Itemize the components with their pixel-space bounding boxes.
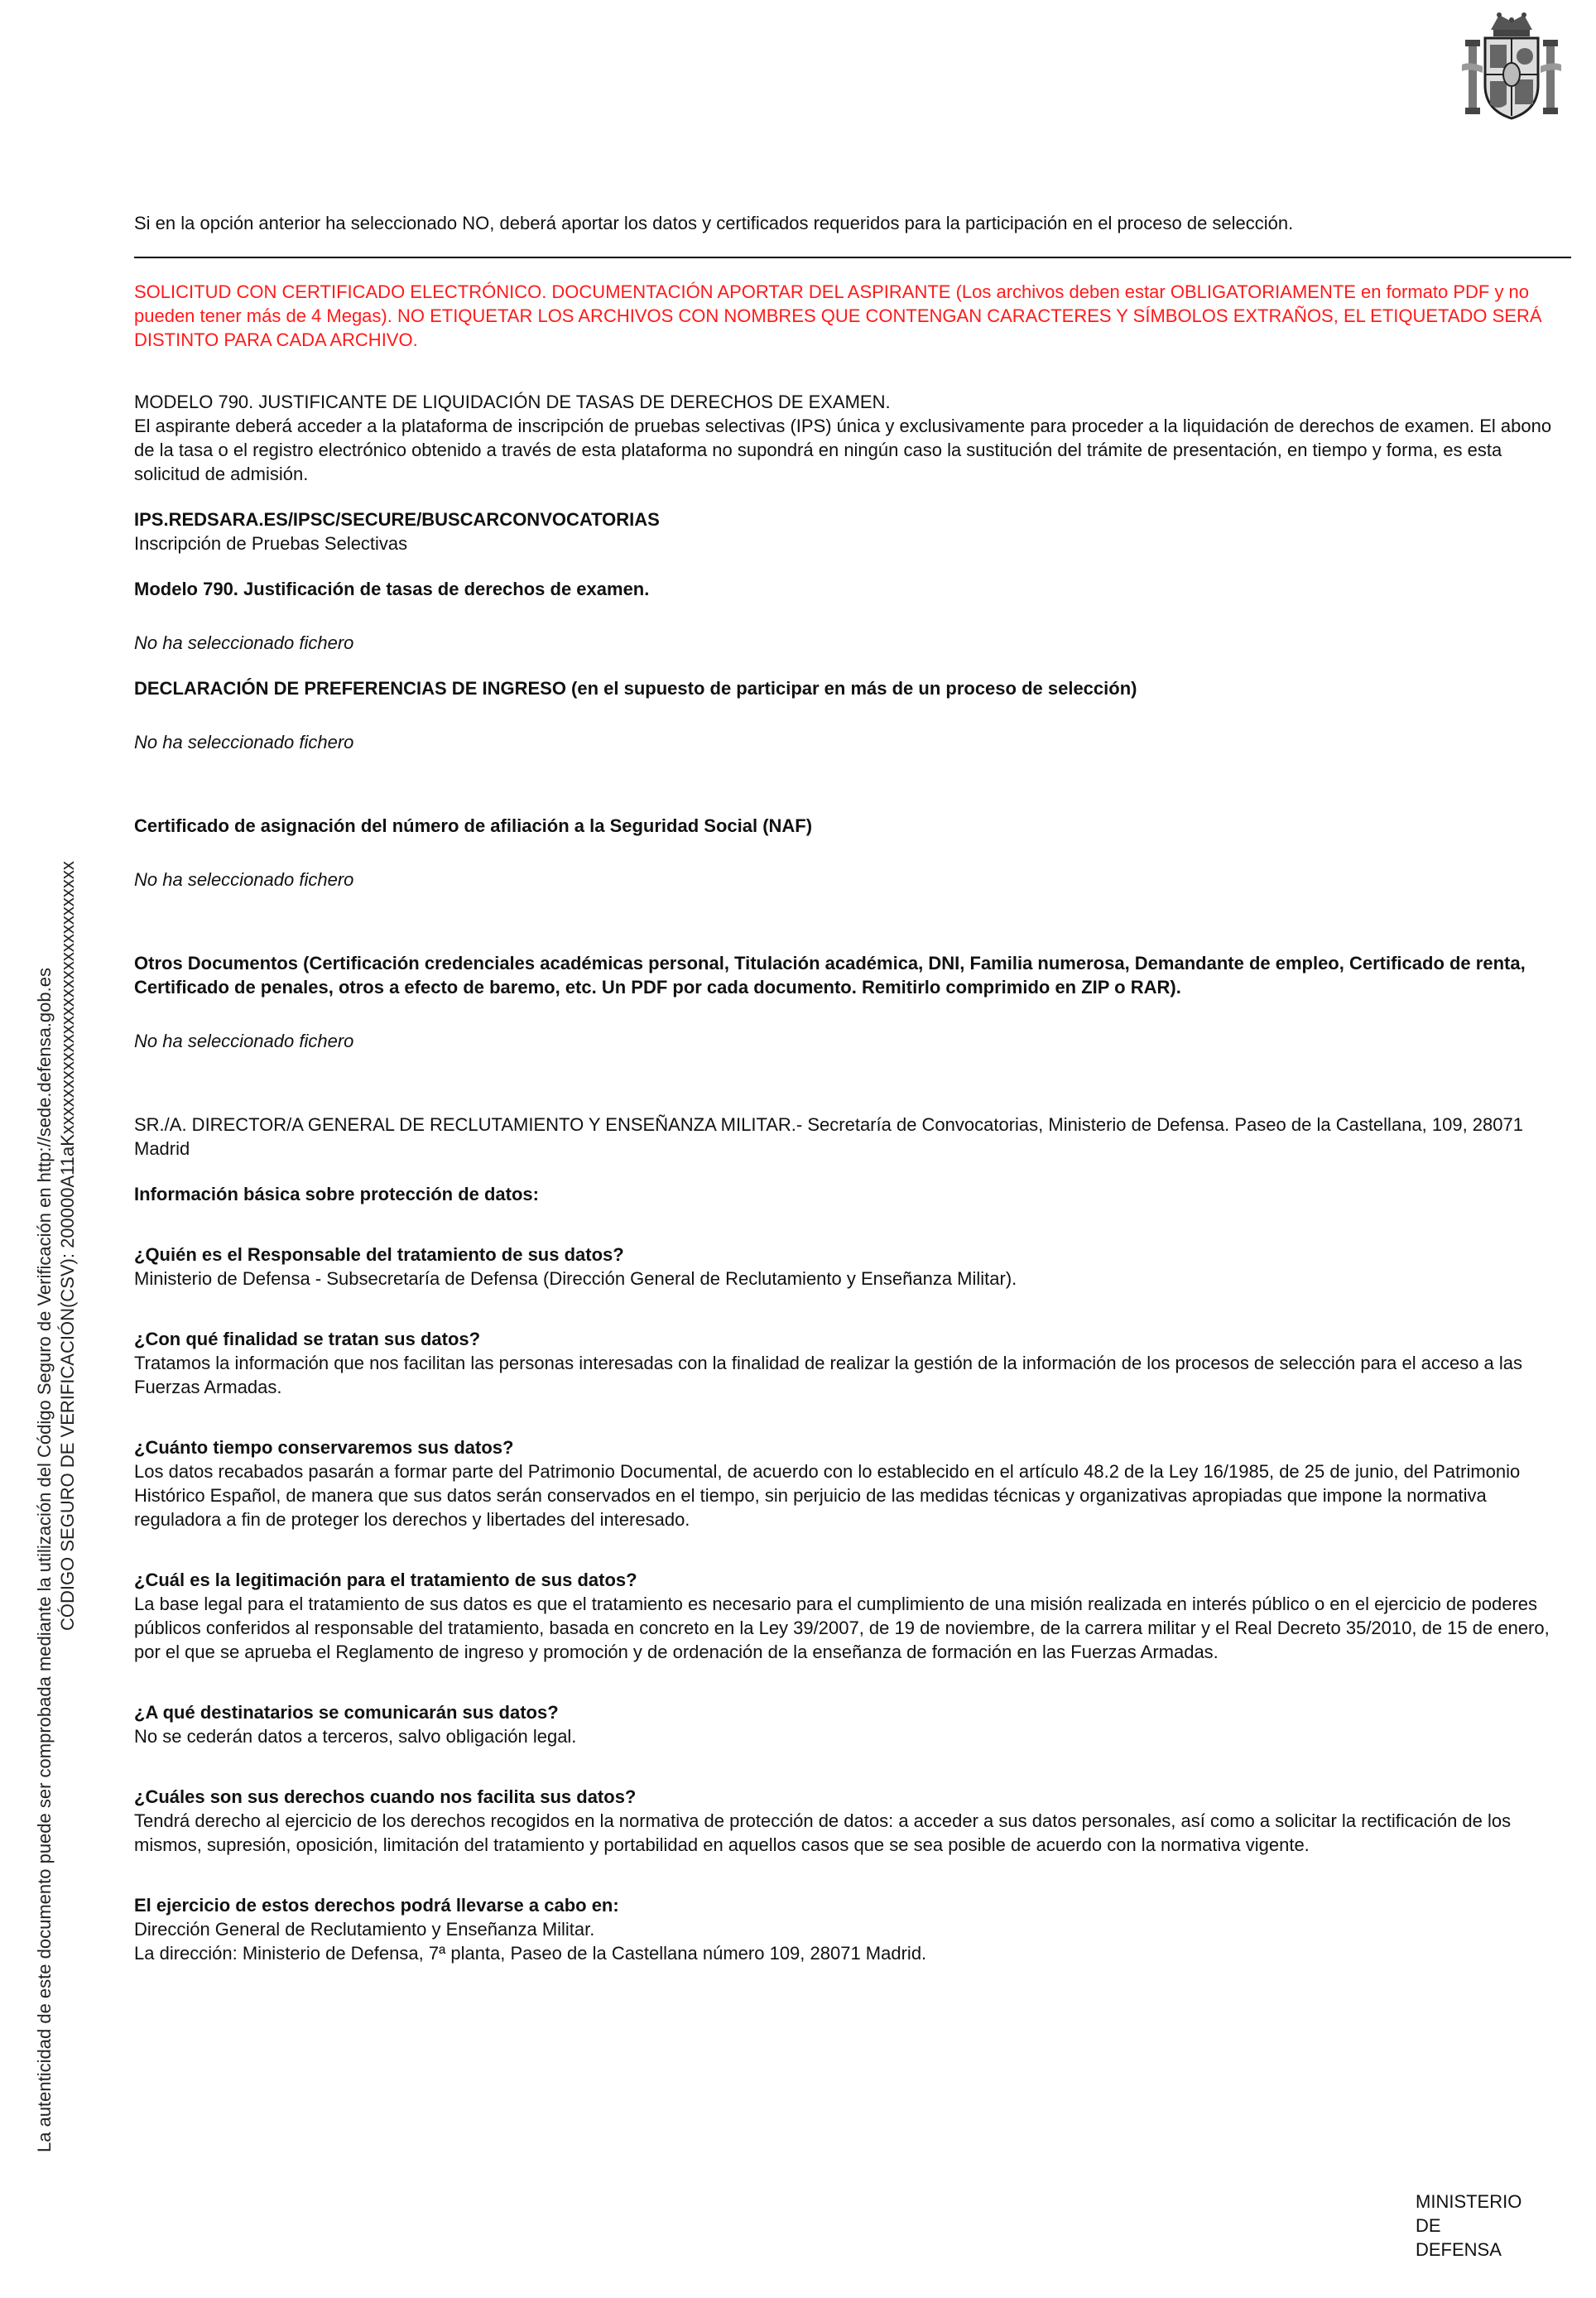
certificate-warning: SOLICITUD CON CERTIFICADO ELECTRÓNICO. DOCUMENTACIÓN APORTAR DEL ASPIRANTE (Los archivos deben estar OBLIGATORIAMENTE en formato PDF y no pueden tener más de 4 Megas). NO ETIQUETAR LOS ARCHIVOS CON NOMBRES QUE CONTENGAN CARACTERES Y SÍMBOLOS EXTRAÑOS, EL ETIQUETADO SERÁ DISTINTO PARA CADA ARCHIVO. xyxy=(134,281,1542,350)
section-divider xyxy=(134,257,1571,258)
rights-exercise-title: El ejercicio de estos derechos podrá llevarse a cabo en: xyxy=(134,1895,619,1916)
rights-exercise-line-1: Dirección General de Reclutamiento y Enseñanza Militar. xyxy=(134,1919,595,1940)
verification-line-1: La autenticidad de este documento puede ser comprobada mediante la utilización del Código Seguro de Verificación en http://sede.defensa.gob.es xyxy=(34,968,55,2152)
no-file-selected-4: No ha seleccionado fichero xyxy=(134,1031,354,1051)
data-protection-title: Información básica sobre protección de datos: xyxy=(134,1184,539,1204)
q4-title: ¿Cuál es la legitimación para el tratamiento de sus datos? xyxy=(134,1570,637,1590)
spanish-coat-of-arms-icon xyxy=(1454,7,1570,131)
q6-body: Tendrá derecho al ejercicio de los derechos recogidos en la normativa de protección de datos: a acceder a sus datos personales, así como a solicitar la rectificación de los mismos, supresión, oposición, limitación del tratamiento y portabilidad en aquellos casos que se sea posible de acuerdo con la normativa vigente. xyxy=(134,1810,1512,1855)
ministry-footer xyxy=(1416,2190,1521,2262)
verification-sidebar-text xyxy=(33,339,79,2152)
q3-body: Los datos recabados pasarán a formar parte del Patrimonio Documental, de acuerdo con lo establecido en el artículo 48.2 de la Ley 16/1985, de 25 de junio, del Patrimonio Histórico Español, de manera que sus datos serán conservados en el tiempo, sin perjuicio de las medidas técnicas y organizativas apropiadas que impone la normativa reguladora a fin de proteger los derechos y libertades del interesado. xyxy=(134,1461,1521,1530)
ministry-line-2: DE xyxy=(1416,2215,1441,2236)
naf-title: Certificado de asignación del número de afiliación a la Seguridad Social (NAF) xyxy=(134,815,813,836)
preferencias-title: DECLARACIÓN DE PREFERENCIAS DE INGRESO (en el supuesto de participar en más de un proceso de selección) xyxy=(134,678,1137,699)
ministry-line-3: DEFENSA xyxy=(1416,2239,1502,2260)
q5-title: ¿A qué destinatarios se comunicarán sus datos? xyxy=(134,1702,559,1723)
no-file-selected-1: No ha seleccionado fichero xyxy=(134,632,354,653)
otros-documentos-title: Otros Documentos (Certificación credenciales académicas personal, Titulación académica, DNI, Familia numerosa, Demandante de empleo, Certificado de renta, Certificado de penales, otros a efecto de baremo, etc. Un PDF por cada documento. Remitirlo comprimido en ZIP o RAR). xyxy=(134,953,1526,998)
q1-body: Ministerio de Defensa - Subsecretaría de Defensa (Dirección General de Reclutamiento y Enseñanza Militar). xyxy=(134,1268,1017,1289)
q2-body: Tratamos la información que nos facilitan las personas interesadas con la finalidad de realizar la gestión de la información de los procesos de selección para el acceso a las Fuerzas Armadas. xyxy=(134,1353,1523,1397)
q3-title: ¿Cuánto tiempo conservaremos sus datos? xyxy=(134,1437,514,1458)
q2-title: ¿Con qué finalidad se tratan sus datos? xyxy=(134,1329,481,1349)
q6-title: ¿Cuáles son sus derechos cuando nos facilita sus datos? xyxy=(134,1786,637,1807)
q4-body: La base legal para el tratamiento de sus datos es que el tratamiento es necesario para el cumplimiento de una misión realizada en interés público o en el ejercicio de poderes públicos conferidos al responsable del tratamiento, basada en concreto en la Ley 39/2007, de 19 de noviembre, de la carrera militar y el Real Decreto 35/2010, de 15 de enero, por el que se aprueba el Reglamento de ingreso y promoción y de ordenación de la enseñanza de formación en las Fuerzas Armadas. xyxy=(134,1594,1550,1662)
modelo790-title: MODELO 790. JUSTIFICANTE DE LIQUIDACIÓN DE TASAS DE DERECHOS DE EXAMEN. xyxy=(134,392,891,412)
q1-title: ¿Quién es el Responsable del tratamiento de sus datos? xyxy=(134,1244,624,1265)
intro-text: Si en la opción anterior ha seleccionado NO, deberá aportar los datos y certificados requeridos para la participación en el proceso de selección. xyxy=(134,213,1294,233)
no-file-selected-2: No ha seleccionado fichero xyxy=(134,732,354,752)
ips-label: Inscripción de Pruebas Selectivas xyxy=(134,533,408,554)
modelo790-attachment-title: Modelo 790. Justificación de tasas de derechos de examen. xyxy=(134,579,650,599)
ips-url[interactable]: IPS.REDSARA.ES/IPSC/SECURE/BUSCARCONVOCATORIAS xyxy=(134,509,660,530)
ministry-line-1: MINISTERIO xyxy=(1416,2191,1522,2212)
document-content xyxy=(134,211,1558,1965)
no-file-selected-3: No ha seleccionado fichero xyxy=(134,869,354,890)
modelo790-body: El aspirante deberá acceder a la plataforma de inscripción de pruebas selectivas (IPS) única y exclusivamente para proceder a la liquidación de derechos de examen. El abono de la tasa o el registro electrónico obtenido a través de esta plataforma no supondrá en ningún caso la sustitución del trámite de presentación, en tiempo y forma, es esta solicitud de admisión. xyxy=(134,416,1552,484)
rights-exercise-line-2: La dirección: Ministerio de Defensa, 7ª planta, Paseo de la Castellana número 109, 28071 Madrid. xyxy=(134,1943,927,1964)
verification-line-2: CÓDIGO SEGURO DE VERIFICACIÓN(CSV): 200000A11aKxxxxxxxxxxxxxxxxxxxxxxxxxxxxxx xyxy=(57,861,78,1631)
director-address: SR./A. DIRECTOR/A GENERAL DE RECLUTAMIENTO Y ENSEÑANZA MILITAR.- Secretaría de Convocatorias, Ministerio de Defensa. Paseo de la Castellana, 109, 28071 Madrid xyxy=(134,1114,1523,1159)
q5-body: No se cederán datos a terceros, salvo obligación legal. xyxy=(134,1726,577,1747)
